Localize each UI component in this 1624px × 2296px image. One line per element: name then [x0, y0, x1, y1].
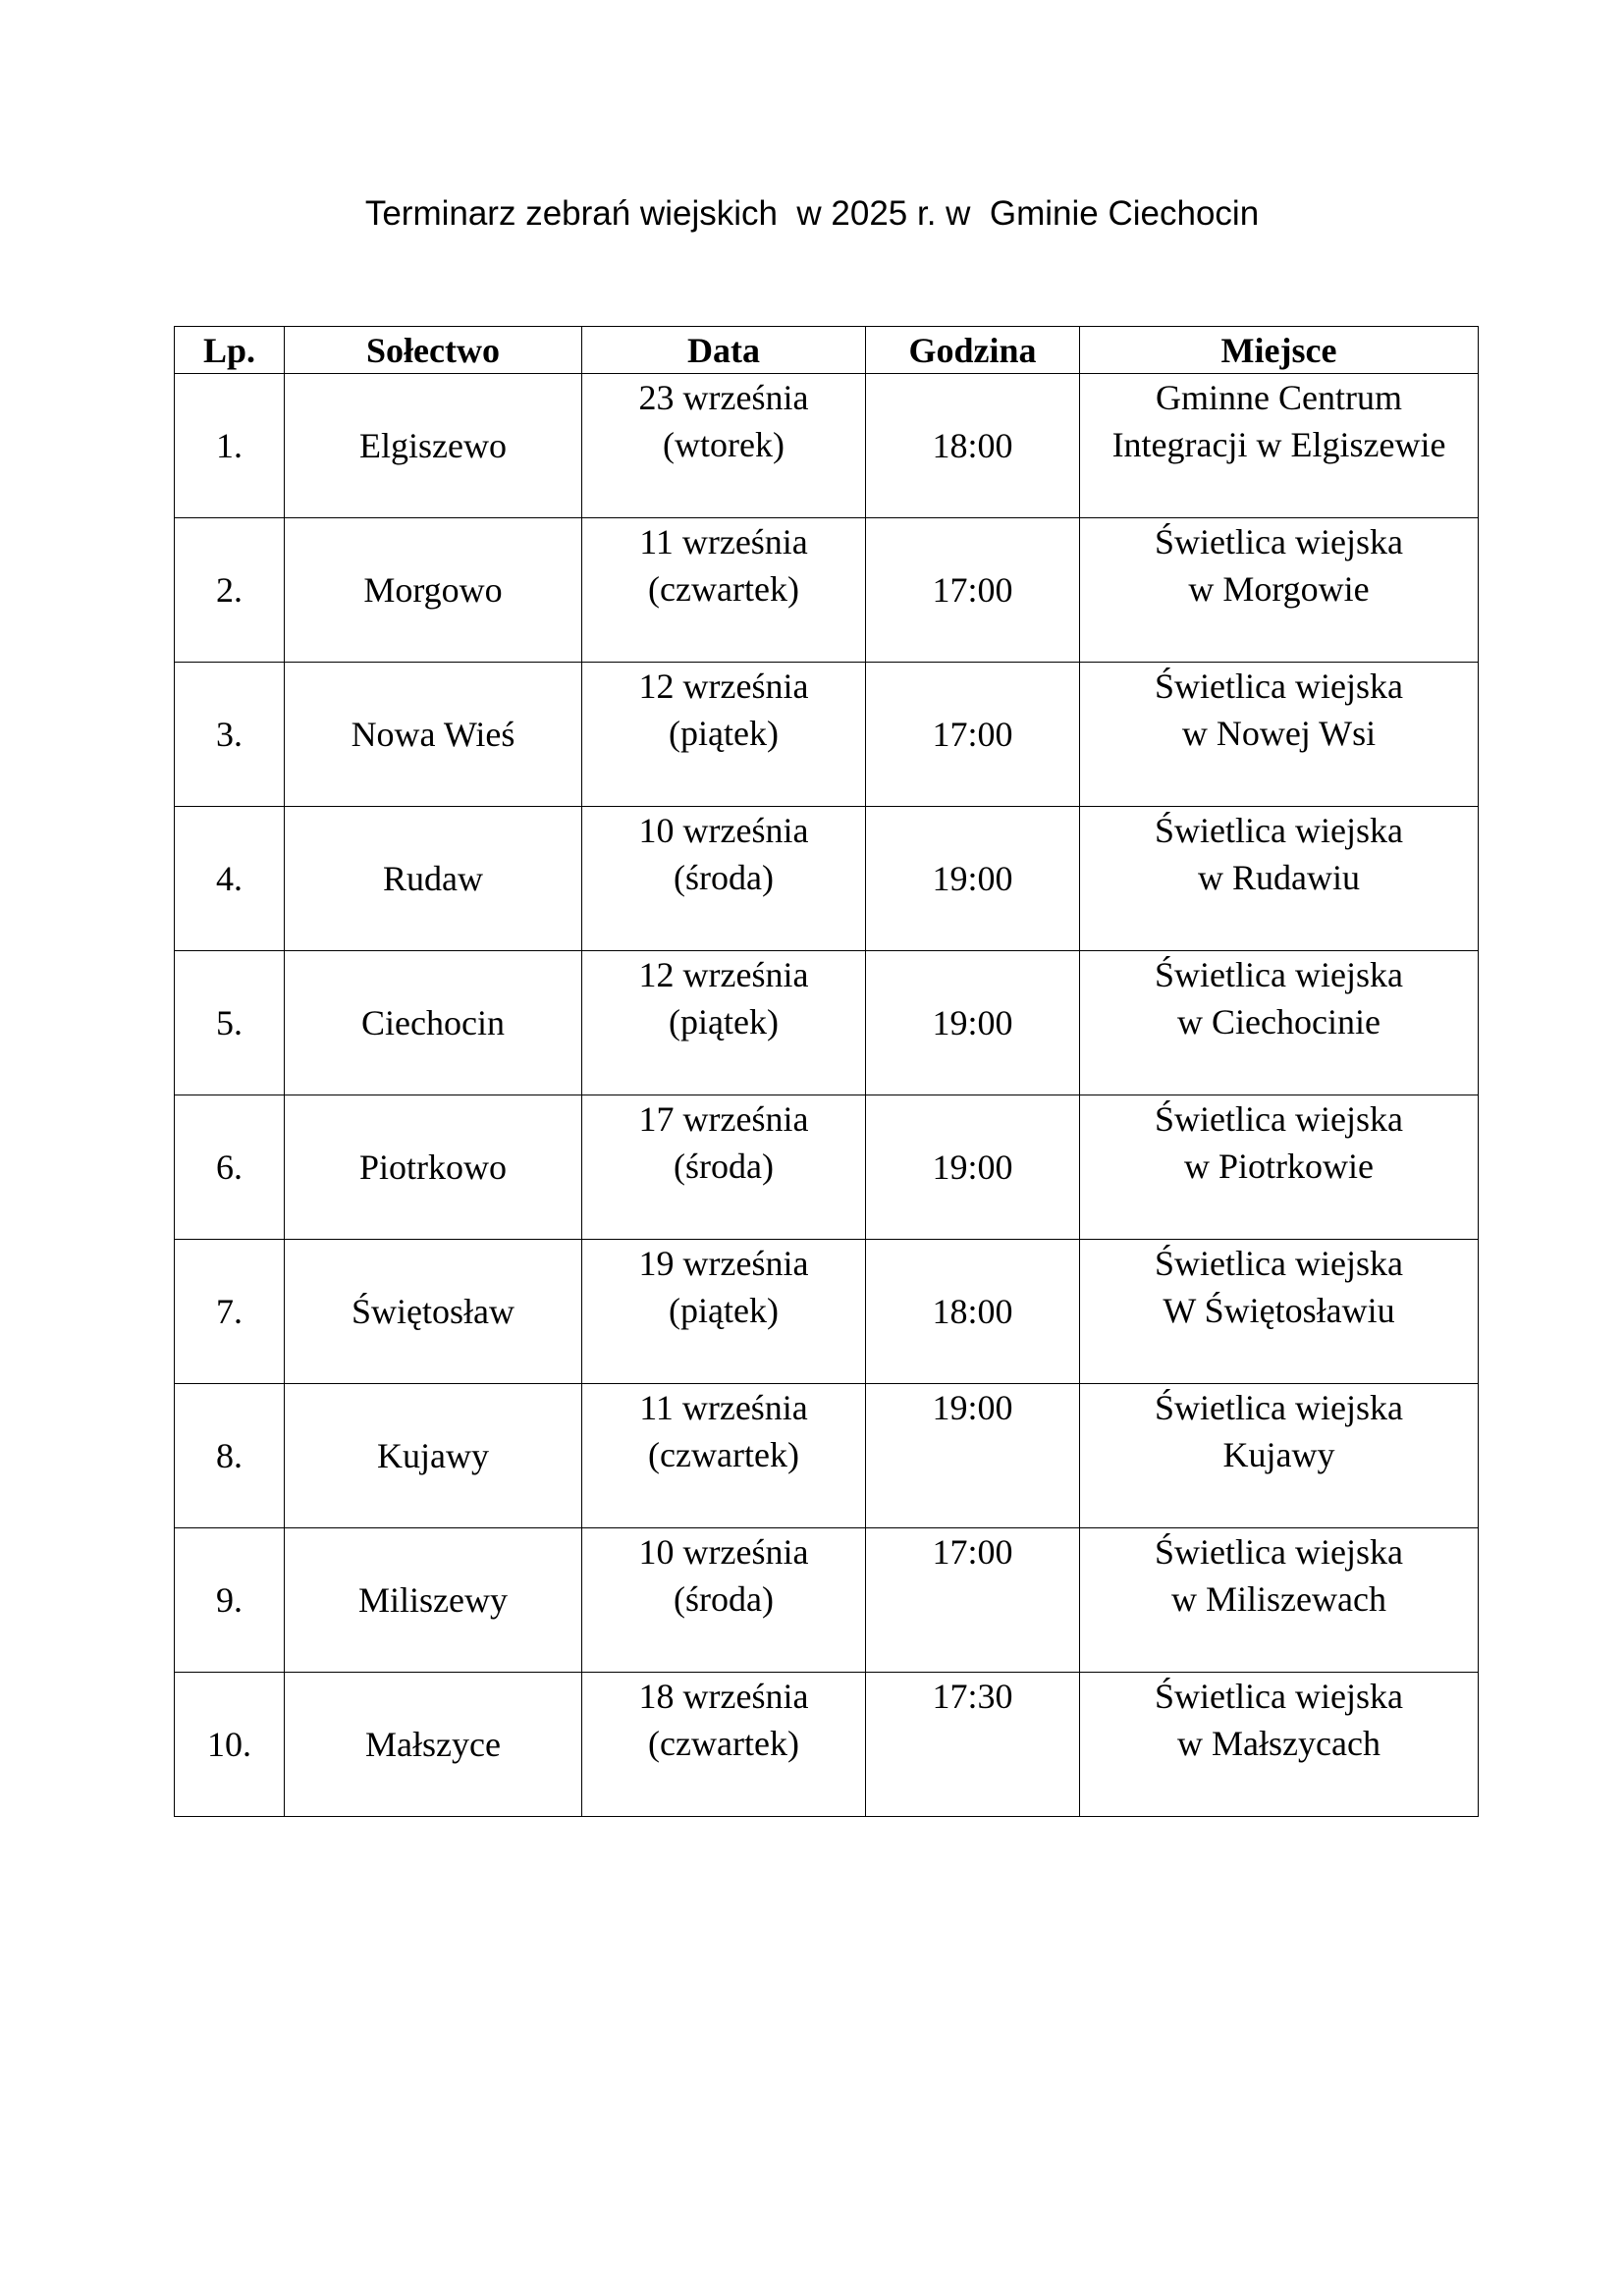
table-row [175, 1095, 1479, 1240]
meeting-date: 11 września [639, 1388, 808, 1427]
row-number-cell [175, 1673, 285, 1817]
time-cell [866, 1528, 1080, 1673]
meeting-place-line2: w Miliszewach [1171, 1579, 1386, 1619]
date-cell [582, 1240, 866, 1384]
meeting-date: 23 września [638, 378, 809, 417]
solectwo-cell [285, 663, 582, 807]
meeting-place-line2: w Nowej Wsi [1181, 714, 1377, 753]
meeting-time: 18:00 [932, 1292, 1013, 1331]
solectwo-cell [285, 1095, 582, 1240]
meeting-weekday: (środa) [674, 1147, 774, 1186]
place-cell [1080, 518, 1479, 663]
document-title: Terminarz zebrań wiejskich w 2025 r. w Gminie Ciechocin [364, 194, 1260, 233]
solectwo-name: Elgiszewo [359, 426, 507, 465]
meeting-place-line2: w Morgowie [1188, 569, 1370, 609]
date-cell [582, 1095, 866, 1240]
table-row [175, 1384, 1479, 1528]
time-cell [866, 1384, 1080, 1528]
meeting-date: 18 września [638, 1677, 809, 1716]
meeting-weekday: (czwartek) [648, 1435, 799, 1474]
time-cell [866, 1095, 1080, 1240]
meeting-date: 10 września [638, 811, 809, 850]
solectwo-cell [285, 518, 582, 663]
meeting-time: 19:00 [932, 1388, 1013, 1427]
header-miejsce: Miejsce [1080, 327, 1479, 374]
meeting-place-line2: w Małszycach [1177, 1724, 1380, 1763]
table-row [175, 374, 1479, 518]
meeting-time: 18:00 [932, 426, 1013, 465]
meeting-place-line1: Świetlica wiejska [1155, 955, 1403, 994]
solectwo-name: Rudaw [383, 859, 483, 898]
date-cell [582, 1673, 866, 1817]
meeting-place-line1: Świetlica wiejska [1155, 811, 1403, 850]
time-cell [866, 663, 1080, 807]
date-cell [582, 1528, 866, 1673]
meeting-place-line1: Świetlica wiejska [1155, 1532, 1403, 1572]
meeting-weekday: (wtorek) [663, 425, 785, 464]
place-cell [1080, 663, 1479, 807]
table-header-row [175, 327, 1479, 374]
row-number: 7. [216, 1292, 243, 1331]
meeting-place-line1: Świetlica wiejska [1155, 522, 1403, 561]
row-number-cell [175, 807, 285, 951]
table-body [175, 374, 1479, 1817]
date-cell [582, 951, 866, 1095]
header-lp: Lp. [175, 327, 285, 374]
meeting-place-line2: w Piotrkowie [1184, 1147, 1374, 1186]
solectwo-name: Miliszewy [358, 1580, 508, 1620]
row-number: 4. [216, 859, 243, 898]
meeting-weekday: (piątek) [669, 1002, 779, 1041]
meetings-table [174, 326, 1479, 1817]
table-row [175, 663, 1479, 807]
place-cell [1080, 1095, 1479, 1240]
meeting-date: 12 września [638, 955, 809, 994]
meeting-place-line1: Świetlica wiejska [1155, 1388, 1403, 1427]
table-row [175, 1673, 1479, 1817]
row-number-cell [175, 518, 285, 663]
meeting-place-line1: Świetlica wiejska [1155, 1099, 1403, 1139]
time-cell [866, 1240, 1080, 1384]
place-cell [1080, 807, 1479, 951]
place-cell [1080, 1240, 1479, 1384]
meeting-time: 19:00 [932, 1148, 1013, 1187]
solectwo-cell [285, 807, 582, 951]
meeting-place-line1: Świetlica wiejska [1155, 1677, 1403, 1716]
solectwo-name: Ciechocin [361, 1003, 505, 1042]
place-cell [1080, 1673, 1479, 1817]
solectwo-cell [285, 951, 582, 1095]
solectwo-name: Małszyce [365, 1725, 501, 1764]
place-cell [1080, 1384, 1479, 1528]
row-number-cell [175, 663, 285, 807]
meeting-time: 17:00 [932, 570, 1013, 610]
meeting-time: 19:00 [932, 859, 1013, 898]
date-cell [582, 1384, 866, 1528]
time-cell [866, 807, 1080, 951]
meeting-place-line2: W Świętosławiu [1163, 1291, 1395, 1330]
meeting-date: 11 września [639, 522, 808, 561]
row-number-cell [175, 1095, 285, 1240]
table-row [175, 951, 1479, 1095]
meeting-weekday: (czwartek) [648, 569, 799, 609]
solectwo-name: Morgowo [363, 570, 503, 610]
row-number-cell [175, 1528, 285, 1673]
solectwo-cell [285, 1528, 582, 1673]
time-cell [866, 374, 1080, 518]
meeting-date: 10 września [638, 1532, 809, 1572]
solectwo-name: Kujawy [377, 1436, 489, 1475]
date-cell [582, 374, 866, 518]
place-cell [1080, 1528, 1479, 1673]
meeting-time: 17:00 [932, 1532, 1013, 1572]
place-cell [1080, 951, 1479, 1095]
time-cell [866, 951, 1080, 1095]
solectwo-cell [285, 1673, 582, 1817]
row-number: 6. [216, 1148, 243, 1187]
time-cell [866, 1673, 1080, 1817]
header-data: Data [582, 327, 866, 374]
row-number-cell [175, 374, 285, 518]
meeting-place-line1: Świetlica wiejska [1155, 1244, 1403, 1283]
meeting-place-line2: Kujawy [1222, 1435, 1335, 1474]
solectwo-cell [285, 374, 582, 518]
row-number: 2. [216, 570, 243, 610]
row-number-cell [175, 951, 285, 1095]
meeting-place-line2: Integracji w Elgiszewie [1111, 425, 1446, 464]
meeting-time: 19:00 [932, 1003, 1013, 1042]
meeting-date: 19 września [638, 1244, 809, 1283]
meeting-date: 12 września [638, 667, 809, 706]
table-row [175, 807, 1479, 951]
meeting-weekday: (środa) [674, 1579, 774, 1619]
row-number-cell [175, 1240, 285, 1384]
date-cell [582, 807, 866, 951]
meeting-time: 17:30 [932, 1677, 1013, 1716]
date-cell [582, 518, 866, 663]
meeting-place-line1: Gminne Centrum [1156, 378, 1402, 417]
row-number: 10. [207, 1725, 251, 1764]
meeting-place-line1: Świetlica wiejska [1155, 667, 1403, 706]
solectwo-cell [285, 1240, 582, 1384]
solectwo-name: Nowa Wieś [351, 715, 515, 754]
meeting-place-line2: w Rudawiu [1198, 858, 1360, 897]
meeting-weekday: (czwartek) [648, 1724, 799, 1763]
row-number: 1. [216, 426, 243, 465]
place-cell [1080, 374, 1479, 518]
date-cell [582, 663, 866, 807]
solectwo-name: Piotrkowo [358, 1148, 507, 1187]
header-solectwo: Sołectwo [285, 327, 582, 374]
meeting-weekday: (środa) [674, 858, 774, 897]
row-number-cell [175, 1384, 285, 1528]
row-number: 9. [216, 1580, 243, 1620]
row-number: 3. [216, 715, 243, 754]
meeting-time: 17:00 [932, 715, 1013, 754]
meeting-place-line2: w Ciechocinie [1177, 1002, 1380, 1041]
meeting-weekday: (piątek) [669, 1291, 779, 1330]
table-row [175, 1528, 1479, 1673]
solectwo-name: Świętosław [352, 1292, 514, 1331]
header-godzina: Godzina [866, 327, 1080, 374]
row-number: 5. [216, 1003, 243, 1042]
table-row [175, 518, 1479, 663]
meeting-date: 17 września [638, 1099, 809, 1139]
time-cell [866, 518, 1080, 663]
table-row [175, 1240, 1479, 1384]
meeting-weekday: (piątek) [669, 714, 779, 753]
solectwo-cell [285, 1384, 582, 1528]
row-number: 8. [216, 1436, 243, 1475]
